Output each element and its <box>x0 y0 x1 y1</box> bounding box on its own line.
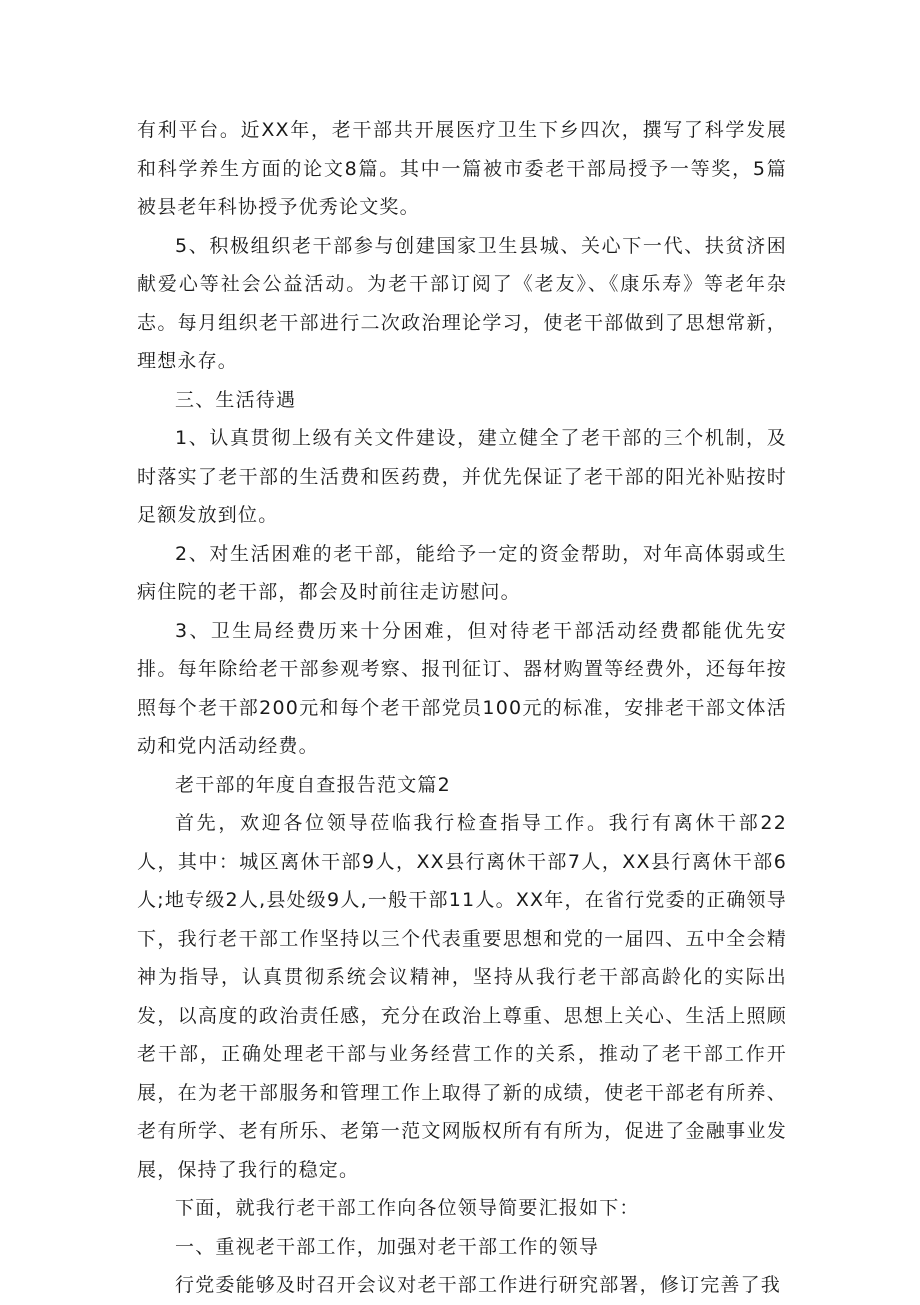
section-heading-leadership: 一、重视老干部工作，加强对老干部工作的领导 <box>175 1235 600 1258</box>
paragraph-report-lead: 下面，就我行老干部工作向各位领导简要汇报如下： <box>175 1197 640 1219</box>
article-title-2: 老干部的年度自查报告范文篇2 <box>175 773 451 796</box>
paragraph-leadership-start: 行党委能够及时召开会议对老干部工作进行研究部署，修订完善了我 <box>175 1274 782 1296</box>
paragraph-continuation: 有利平台。近XX年，老干部共开展医疗卫生下乡四次，撰写了科学发展和科学养生方面的论文8篇。其中一篇被市委老干部局授予一等奖，5篇被县老年科协授予优秀论文奖。 <box>137 119 787 218</box>
paragraph-item-2: 2、对生活困难的老干部，能给予一定的资金帮助，对年高体弱或生病住院的老干部，都会及时前往走访慰问。 <box>137 542 787 603</box>
paragraph-item-1: 1、认真贯彻上级有关文件建设，建立健全了老干部的三个机制，及时落实了老干部的生活费和医药费，并优先保证了老干部的阳光补贴按时足额发放到位。 <box>137 427 787 526</box>
section-heading-living-treatment: 三、生活待遇 <box>175 388 297 411</box>
paragraph-item-3: 3、卫生局经费历来十分困难，但对待老干部活动经费都能优先安排。每年除给老干部参观考察、报刊征订、器材购置等经费外，还每年按照每个老干部200元和每个老干部党员100元的标准，安排老干部文体活动和党内活动经费。 <box>137 619 787 757</box>
paragraph-intro: 首先，欢迎各位领导莅临我行检查指导工作。我行有离休干部22人，其中：城区离休干部9人，XX县行离休干部7人，XX县行离休干部6人;地专级2人,县处级9人,一般干部11人。XX年，在省行党委的正确领导下，我行老干部工作坚持以三个代表重要思想和党的一届四、五中全会精神为指导，认真贯彻系统会议精神，坚持从我行老干部高龄化的实际出发，以高度的政治责任感，充分在政治上尊重、思想上关心、生活上照顾老干部，正确处理老干部与业务经营工作的关系，推动了老干部工作开展，在为老干部服务和管理工作上取得了新的成绩，使老干部老有所养、老有所学、老有所乐、老第一范文网版权所有有所为，促进了金融事业发展，保持了我行的稳定。 <box>137 812 787 1181</box>
paragraph-item-5: 5、积极组织老干部参与创建国家卫生县城、关心下一代、扶贫济困献爱心等社会公益活动。为老干部订阅了《老友》、《康乐寿》等老年杂志。每月组织老干部进行二次政治理论学习，使老干部做到了思想常新，理想永存。 <box>137 234 787 372</box>
document-body <box>137 111 787 1305</box>
